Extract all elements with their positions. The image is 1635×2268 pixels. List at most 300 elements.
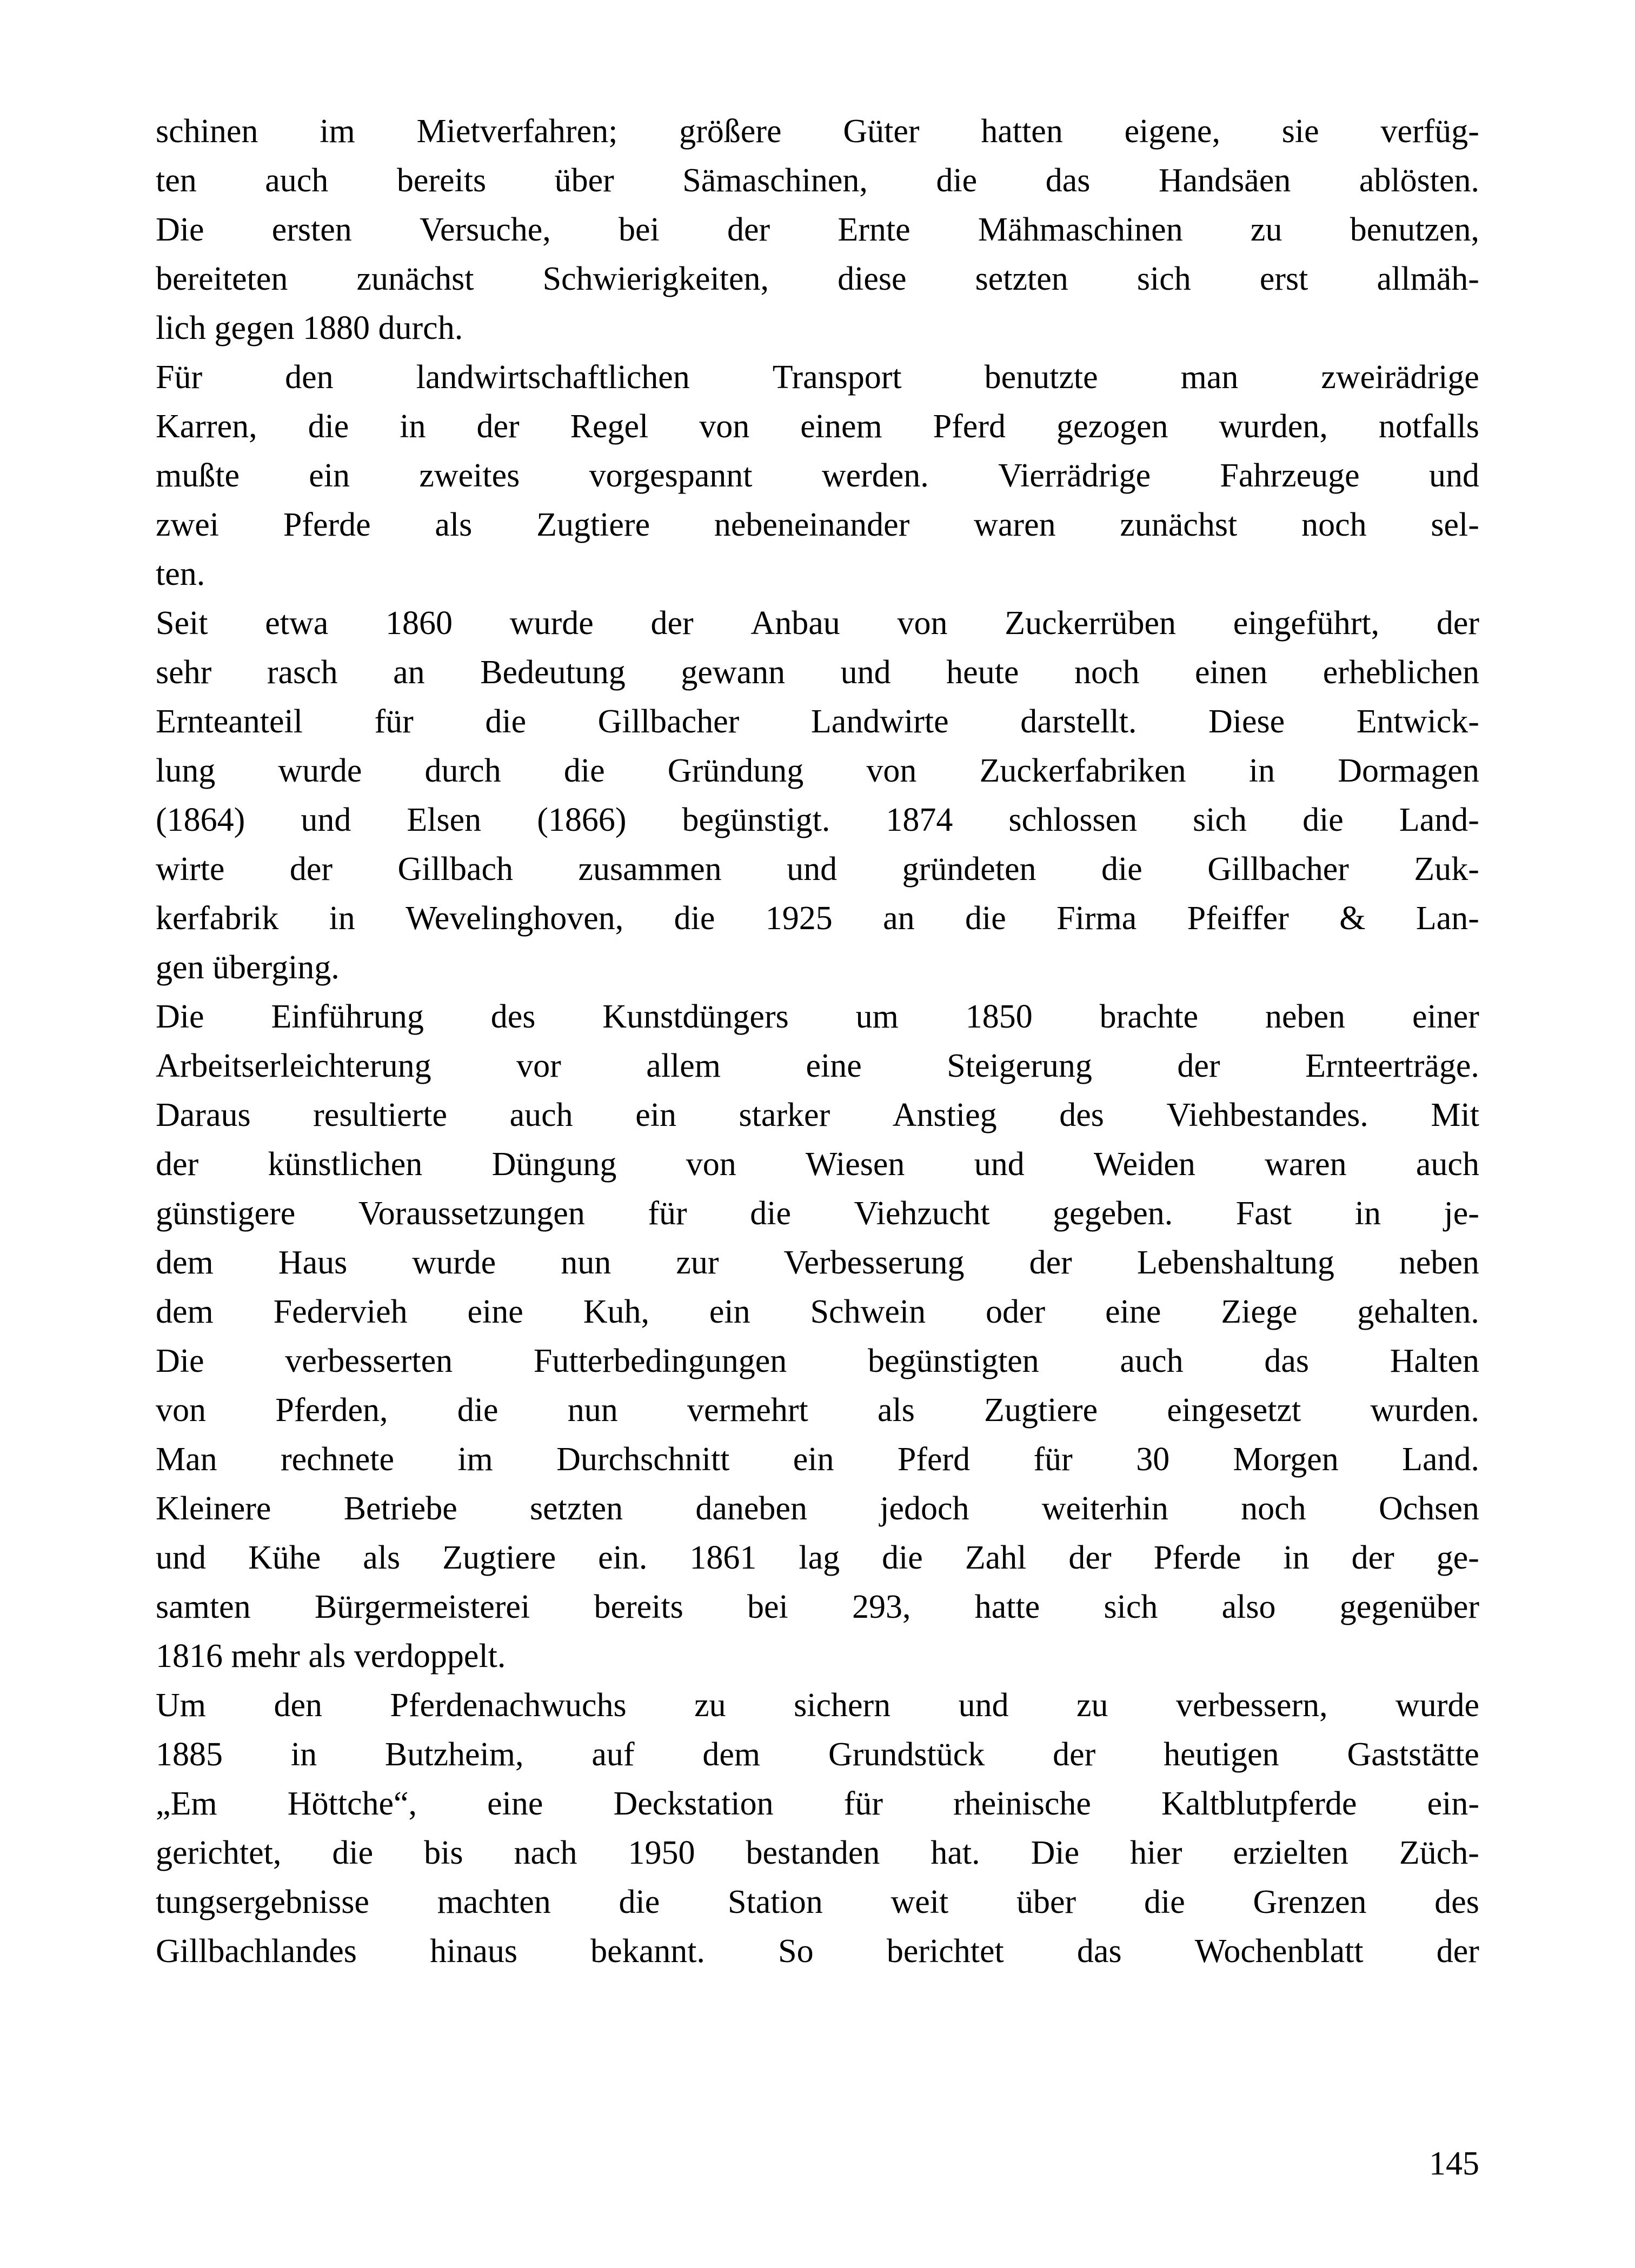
word: die [1302,802,1344,838]
word: landwirtschaftlichen [416,359,690,396]
word: hatte [974,1589,1040,1625]
word: zu [1076,1687,1108,1724]
text-line [156,894,1479,943]
word: Weiden [1094,1146,1195,1183]
word: wurde [509,605,594,642]
word: erheblichen [1322,654,1479,691]
word: von [699,408,750,445]
word: 1950 [628,1835,695,1871]
word: Zugtiere [442,1539,556,1576]
word: Diese [1208,703,1285,740]
word: zu [1250,211,1282,248]
word: Züch- [1399,1835,1479,1871]
word: Gillbachlandes [156,1933,357,1970]
word: „Em [156,1785,217,1822]
word: an [883,900,915,937]
word: Kunstdüngers [602,998,789,1035]
word: vorgespannt [589,457,753,494]
word: Ochsen [1378,1490,1479,1527]
word: für [843,1785,883,1822]
word: und [958,1687,1009,1724]
word: Entwick- [1356,703,1479,740]
word: vor [516,1048,561,1084]
word: in [290,1736,317,1773]
word: also [1221,1589,1276,1625]
word: je- [1444,1195,1479,1232]
word: künstlichen [268,1146,423,1183]
word: Haus [278,1244,348,1281]
word: und [1428,457,1479,494]
word: werden. [821,457,929,494]
word: bereiteten [156,261,288,297]
word: rheinische [953,1785,1091,1822]
word: sich [1104,1589,1158,1625]
word: Zugtiere [984,1392,1098,1429]
word: gegenüber [1339,1589,1479,1625]
word: des [490,998,536,1035]
word: als [878,1392,915,1429]
word: heute [946,654,1019,691]
word: wurden, [1219,408,1328,445]
word: neben [1399,1244,1479,1281]
word: gerichtet, [156,1835,282,1871]
word: ein [635,1097,676,1133]
word: Zuckerrüben [1005,605,1177,642]
word: noch [1074,654,1140,691]
word: Höttche“, [287,1785,417,1822]
word: Wochenblatt [1194,1933,1364,1970]
word: ge- [1436,1539,1479,1576]
word: die [965,900,1006,937]
word: Pferd [933,408,1006,445]
word: Federvieh [273,1293,408,1330]
word: für [374,703,414,740]
word: Fahrzeuge [1220,457,1360,494]
word: setzten [529,1490,623,1527]
word: im [457,1441,493,1478]
word: zwei [156,506,220,543]
text-line [156,156,1479,205]
text-line [156,992,1479,1042]
word: wurde [278,752,362,789]
word: 1925 [765,900,833,937]
word: Gründung [667,752,804,789]
word: bekannt. [590,1933,705,1970]
text-line [156,1140,1479,1189]
word: Viehzucht [854,1195,990,1232]
word: der [1177,1048,1220,1084]
word: einem [800,408,882,445]
text-line [156,1730,1479,1779]
paragraph [156,599,1479,992]
word: überging. [212,949,340,986]
word: heutigen [1164,1736,1279,1773]
word: und [840,654,891,691]
word: auf [591,1736,635,1773]
word: begünstigten [867,1343,1039,1379]
paragraph [156,1681,1479,1976]
word: notfalls [1378,408,1479,445]
word: nun [561,1244,612,1281]
word: Bürgermeisterei [314,1589,530,1625]
word: Düngung [491,1146,617,1183]
word: gegeben. [1053,1195,1173,1232]
word: in [400,408,426,445]
word: Kuh, [583,1293,649,1330]
word: die [485,703,527,740]
word: oder [986,1293,1046,1330]
word: Mietverfahren; [416,113,618,150]
text-line [156,451,1479,501]
word: auch [265,162,329,199]
word: die [750,1195,791,1232]
word: von [156,1392,206,1429]
word: Ernte [838,211,910,248]
word: hier [1130,1835,1182,1871]
word: einen [1195,654,1268,691]
word: die [332,1835,374,1871]
word: über [1016,1884,1076,1920]
word: Zugtiere [536,506,650,543]
word: lag [799,1539,840,1576]
word: Morgen [1233,1441,1339,1478]
word: 1880 [303,310,370,346]
word: eine [1105,1293,1161,1330]
word: nach [514,1835,577,1871]
word: über [554,162,614,199]
word: mehr [231,1638,300,1675]
word: wirte [156,851,225,888]
word: verfüg- [1380,113,1479,150]
word: Anstieg [892,1097,997,1133]
word: der [1436,1933,1479,1970]
text-line [156,353,1479,402]
word: ersten [271,211,352,248]
word: Ziege [1221,1293,1298,1330]
word: man [1180,359,1239,396]
word: in [1283,1539,1310,1576]
word: den [285,359,334,396]
word: die [936,162,978,199]
word: etwa [265,605,329,642]
word: Lebenshaltung [1136,1244,1334,1281]
word: wurden. [1370,1392,1479,1429]
word: der [476,408,520,445]
text-line [156,501,1479,550]
text-line [156,1681,1479,1730]
word: der [1351,1539,1394,1576]
text-line [156,1042,1479,1091]
word: die [563,752,605,789]
text-line [156,205,1479,255]
word: gründeten [902,851,1036,888]
word: & [1339,900,1366,937]
text-line [156,1484,1479,1533]
word: des [1059,1097,1104,1133]
word: brachte [1099,998,1199,1035]
paragraph [156,107,1479,353]
word: 1860 [386,605,453,642]
word: durch [424,752,501,789]
word: Fast [1235,1195,1292,1232]
word: Pferd [897,1441,971,1478]
text-line [156,1632,1479,1681]
word: günstigere [156,1195,296,1232]
word: Zahl [965,1539,1027,1576]
word: ein [309,457,350,494]
word: bei [619,211,660,248]
word: waren [1265,1146,1347,1183]
word: eine [806,1048,862,1084]
word: zweites [419,457,520,494]
word: an [393,654,425,691]
word: um [855,998,899,1035]
word: das [1045,162,1091,199]
word: dem [156,1244,214,1281]
text-line [156,1583,1479,1632]
word: Kaltblutpferde [1161,1785,1357,1822]
word: 30 [1136,1441,1170,1478]
word: zunächst [356,261,474,297]
word: durch. [378,310,463,346]
word: der [289,851,333,888]
paragraph [156,353,1479,599]
word: Voraussetzungen [358,1195,585,1232]
word: ten [156,162,197,199]
word: erst [1259,261,1308,297]
word: Betriebe [343,1490,457,1527]
word: gegen [214,310,295,346]
word: eingeführt, [1233,605,1380,642]
word: in [1248,752,1275,789]
word: ablösten. [1359,162,1479,199]
word: hat. [931,1835,980,1871]
word: begünstigt. [682,802,830,838]
word: Land- [1399,802,1479,838]
word: kerfabrik [156,900,279,937]
word: verbesserten [285,1343,453,1379]
word: tungsergebnisse [156,1884,369,1920]
word: die [1144,1884,1185,1920]
text-line [156,107,1479,156]
word: gehalten. [1357,1293,1479,1330]
text-line [156,1927,1479,1976]
word: Pferde [1153,1539,1241,1576]
word: Schwierigkeiten, [542,261,769,297]
paragraph [156,992,1479,1337]
word: setzten [975,261,1068,297]
word: allmäh- [1377,261,1479,297]
word: zusammen [578,851,722,888]
word: und [156,1539,206,1576]
word: gezogen [1056,408,1168,445]
word: Seit [156,605,208,642]
word: Güter [843,113,920,150]
word: bis [424,1835,463,1871]
word: Um [156,1687,206,1724]
text-line [156,1337,1479,1386]
word: sel- [1431,506,1479,543]
word: Lan- [1415,900,1479,937]
word: eine [467,1293,523,1330]
text-line [156,1779,1479,1829]
word: gen [156,949,204,986]
word: Zuckerfabriken [979,752,1186,789]
word: der [156,1146,199,1183]
word: Halten [1390,1343,1479,1379]
word: Bedeutung [480,654,626,691]
word: der [1053,1736,1096,1773]
word: (1864) [156,802,245,838]
word: machten [437,1884,551,1920]
word: hinaus [430,1933,517,1970]
word: Pferden, [275,1392,388,1429]
word: eine [487,1785,543,1822]
word: und [301,802,351,838]
text-line [156,402,1479,451]
word: 1885 [156,1736,223,1773]
text-line [156,1435,1479,1484]
word: Vierrädrige [998,457,1151,494]
word: Transport [772,359,902,396]
word: samten [156,1589,251,1625]
word: Kühe [248,1539,321,1576]
word: Durchschnitt [556,1441,730,1478]
word: Firma [1056,900,1137,937]
word: als [435,506,473,543]
word: dem [702,1736,761,1773]
word: eingesetzt [1167,1392,1301,1429]
word: 293, [852,1589,911,1625]
word: Gillbacher [597,703,740,740]
word: den [274,1687,322,1724]
word: das [1076,1933,1122,1970]
word: in [329,900,355,937]
word: der [1029,1244,1072,1281]
word: Die [156,211,204,248]
paragraph [156,1337,1479,1681]
word: Ernteerträge. [1305,1048,1479,1084]
word: Pferdenachwuchs [390,1687,627,1724]
word: daneben [695,1490,807,1527]
word: der [650,605,694,642]
word: wurde [412,1244,496,1281]
word: weit [890,1884,949,1920]
word: Versuche, [420,211,551,248]
word: Viehbestandes. [1166,1097,1368,1133]
word: in [1354,1195,1381,1232]
word: Station [728,1884,823,1920]
word: hatten [981,113,1063,150]
word: 1874 [886,802,953,838]
word: ein. [598,1539,648,1576]
word: diese [838,261,907,297]
word: ein [793,1441,834,1478]
word: ein- [1427,1785,1479,1822]
word: Regel [570,408,649,445]
word: sie [1281,113,1319,150]
text-line [156,304,1479,353]
word: darstellt. [1020,703,1137,740]
text-line [156,1288,1479,1337]
word: Pfeiffer [1187,900,1289,937]
word: Die [1031,1835,1080,1871]
word: allem [646,1048,721,1084]
word: Kleinere [156,1490,271,1527]
word: die [619,1884,660,1920]
word: Zuk- [1414,851,1479,888]
word: Karren, [156,408,257,445]
word: dem [156,1293,214,1330]
page-number: 145 [1429,2145,1479,2182]
word: rasch [267,654,338,691]
word: Gillbach [397,851,514,888]
word: sich [1193,802,1247,838]
word: die [882,1539,923,1576]
word: gewann [681,654,786,691]
word: Die [156,998,204,1035]
word: Ernteanteil [156,703,303,740]
word: einer [1412,998,1479,1035]
word: Butzheim, [384,1736,524,1773]
word: Sämaschinen, [682,162,868,199]
word: Pferde [283,506,371,543]
word: benutzte [984,359,1098,396]
word: (1866) [537,802,627,838]
word: eigene, [1124,113,1220,150]
word: als [308,1638,346,1675]
word: zweirädrige [1321,359,1479,396]
word: bestanden [746,1835,880,1871]
word: verdoppelt. [354,1638,506,1675]
word: von [897,605,948,642]
word: zu [694,1687,726,1724]
word: vermehrt [687,1392,808,1429]
word: sichern [794,1687,891,1724]
word: zur [676,1244,719,1281]
word: Daraus [156,1097,251,1133]
word: größere [679,113,782,150]
word: für [1033,1441,1073,1478]
text-line [156,1829,1479,1878]
word: erzielten [1233,1835,1348,1871]
text-line [156,1238,1479,1288]
word: Gaststätte [1347,1736,1479,1773]
word: die [457,1392,499,1429]
word: der [1068,1539,1112,1576]
word: lung [156,752,216,789]
word: nebeneinander [714,506,910,543]
word: bereits [396,162,487,199]
word: Deckstation [613,1785,774,1822]
word: Man [156,1441,217,1478]
word: starker [739,1097,830,1133]
word: wurde [1395,1687,1479,1724]
word: Land. [1402,1441,1479,1478]
word: Handsäen [1158,162,1291,199]
word: der [727,211,770,248]
text-line [156,1533,1479,1583]
word: von [686,1146,736,1183]
word: weiterhin [1041,1490,1168,1527]
word: zunächst [1120,506,1238,543]
text-line [156,1189,1479,1238]
word: Elsen [407,802,482,838]
word: waren [974,506,1056,543]
text-line [156,746,1479,796]
text-line [156,648,1479,697]
word: die [1101,851,1142,888]
